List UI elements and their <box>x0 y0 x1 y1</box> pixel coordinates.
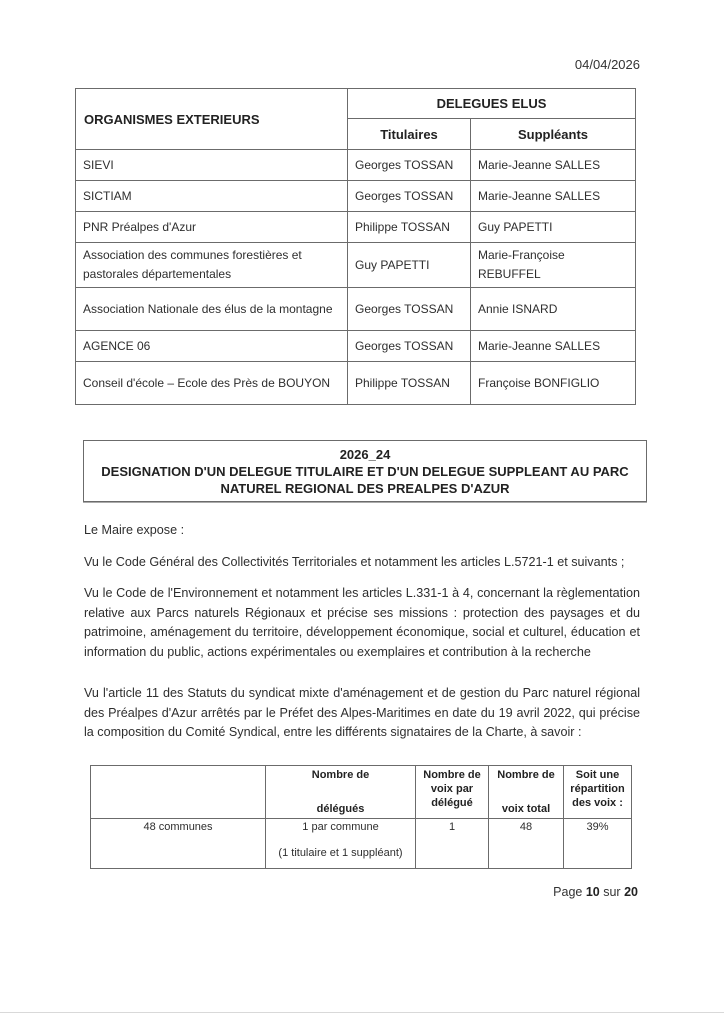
header-titulaires: Titulaires <box>348 119 471 150</box>
header-text: des voix : <box>572 797 623 809</box>
header-voix-total <box>489 766 564 819</box>
titulaire-cell: Georges TOSSAN <box>348 150 471 181</box>
table-header-row <box>76 89 636 119</box>
organisme-cell: SICTIAM <box>76 181 348 212</box>
table-row <box>91 819 632 869</box>
organisme-cell: SIEVI <box>76 150 348 181</box>
deliberation-title-line-1: DESIGNATION D'UN DELEGUE TITULAIRE ET D'UN DELEGUE SUPPLEANT AU PARC <box>101 464 629 479</box>
table-row <box>76 362 636 405</box>
paragraph-cgct: Vu le Code Général des Collectivités Territoriales et notamment les articles L.5721-1 et suivants ; <box>84 555 625 569</box>
paragraph-article-11: Vu l'article 11 des Statuts du syndicat mixte d'aménagement et de gestion du Parc naturel régional des Préalpes d'Azur arrêtés par le Préfet des Alpes-Maritimes en date du 19 avril 2022, qui précise la composition du Comité Syndical, entre les différents signataires de la Charte, à savoir : <box>84 686 640 739</box>
table-row <box>76 243 636 288</box>
titulaire-cell: Georges TOSSAN <box>348 331 471 362</box>
header-text: voix total <box>501 803 551 815</box>
table-row <box>76 150 636 181</box>
header-organismes: ORGANISMES EXTERIEURS <box>76 89 348 150</box>
deliberation-number: 2026_24 <box>339 447 391 462</box>
paragraph-code-environnement: Vu le Code de l'Environnement et notamment les articles L.331-1 à 4, concernant la règlementation relative aux Parcs naturels Régionaux et précise ses missions : protection des paysages et du patrimoine, aménagement du territoire, développement économique, social et culturel, éducation et information du public, actions expérimentales ou exemplaires et contribution à la recherche <box>84 586 640 659</box>
delegues-table <box>75 88 636 405</box>
suppleant-cell: Marie-Jeanne SALLES <box>471 150 636 181</box>
page-current: 10 <box>585 885 600 899</box>
table-header-row <box>91 766 632 819</box>
titulaire-cell: Guy PAPETTI <box>348 243 471 288</box>
voix-total-cell: 48 <box>489 819 564 869</box>
nombre-delegues-detail: (1 titulaire et 1 suppléant) <box>278 847 403 859</box>
header-text: Nombre de <box>497 769 555 781</box>
organisme-cell: PNR Préalpes d'Azur <box>76 212 348 243</box>
suppleant-cell: Marie-Jeanne SALLES <box>471 181 636 212</box>
page-total: 20 <box>624 885 638 899</box>
page-separator: sur <box>603 885 621 899</box>
repartition-table <box>90 765 632 869</box>
scan-edge-divider <box>0 1012 724 1013</box>
deliberation-title-line-2: NATUREL REGIONAL DES PREALPES D'AZUR <box>220 481 510 496</box>
header-text: Nombre de <box>423 769 481 781</box>
table-row <box>76 331 636 362</box>
table-row <box>76 181 636 212</box>
table-row <box>76 212 636 243</box>
header-text: délégués <box>316 803 365 815</box>
header-text: Soit une <box>575 769 620 781</box>
voix-par-delegue-cell: 1 <box>416 819 489 869</box>
nombre-delegues-value: 1 par commune <box>302 821 379 833</box>
header-suppleants: Suppléants <box>471 119 636 150</box>
page-number <box>553 885 638 899</box>
header-nombre-delegues <box>266 766 416 819</box>
organisme-cell: AGENCE 06 <box>76 331 348 362</box>
header-text: répartition <box>570 783 625 795</box>
header-entite <box>91 766 266 819</box>
page-label: Page <box>553 885 583 899</box>
suppleant-cell: Guy PAPETTI <box>471 212 636 243</box>
header-delegues-elus: DELEGUES ELUS <box>348 89 636 119</box>
entite-cell: 48 communes <box>91 819 266 869</box>
suppleant-cell: Annie ISNARD <box>471 288 636 331</box>
titulaire-cell: Philippe TOSSAN <box>348 362 471 405</box>
organisme-cell: Association des communes forestières et pastorales départementales <box>76 243 348 288</box>
organisme-cell: Conseil d'école – Ecole des Près de BOUYON <box>76 362 348 405</box>
organisme-cell: Association Nationale des élus de la montagne <box>76 288 348 331</box>
nombre-delegues-cell <box>266 819 416 869</box>
header-voix-par-delegue <box>416 766 489 819</box>
titulaire-cell: Philippe TOSSAN <box>348 212 471 243</box>
header-text: voix par <box>430 783 474 795</box>
document-date: 04/04/2026 <box>574 57 640 72</box>
deliberation-title-box <box>83 440 647 502</box>
header-text: Nombre de <box>311 769 370 781</box>
paragraph-maire-expose: Le Maire expose : <box>84 523 185 537</box>
header-repartition <box>564 766 632 819</box>
suppleant-cell: Marie-Jeanne SALLES <box>471 331 636 362</box>
repartition-cell: 39% <box>564 819 632 869</box>
titulaire-cell: Georges TOSSAN <box>348 288 471 331</box>
suppleant-cell: Françoise BONFIGLIO <box>471 362 636 405</box>
header-text: délégué <box>431 797 473 809</box>
suppleant-cell: Marie-Françoise REBUFFEL <box>471 243 636 288</box>
titulaire-cell: Georges TOSSAN <box>348 181 471 212</box>
table-row <box>76 288 636 331</box>
